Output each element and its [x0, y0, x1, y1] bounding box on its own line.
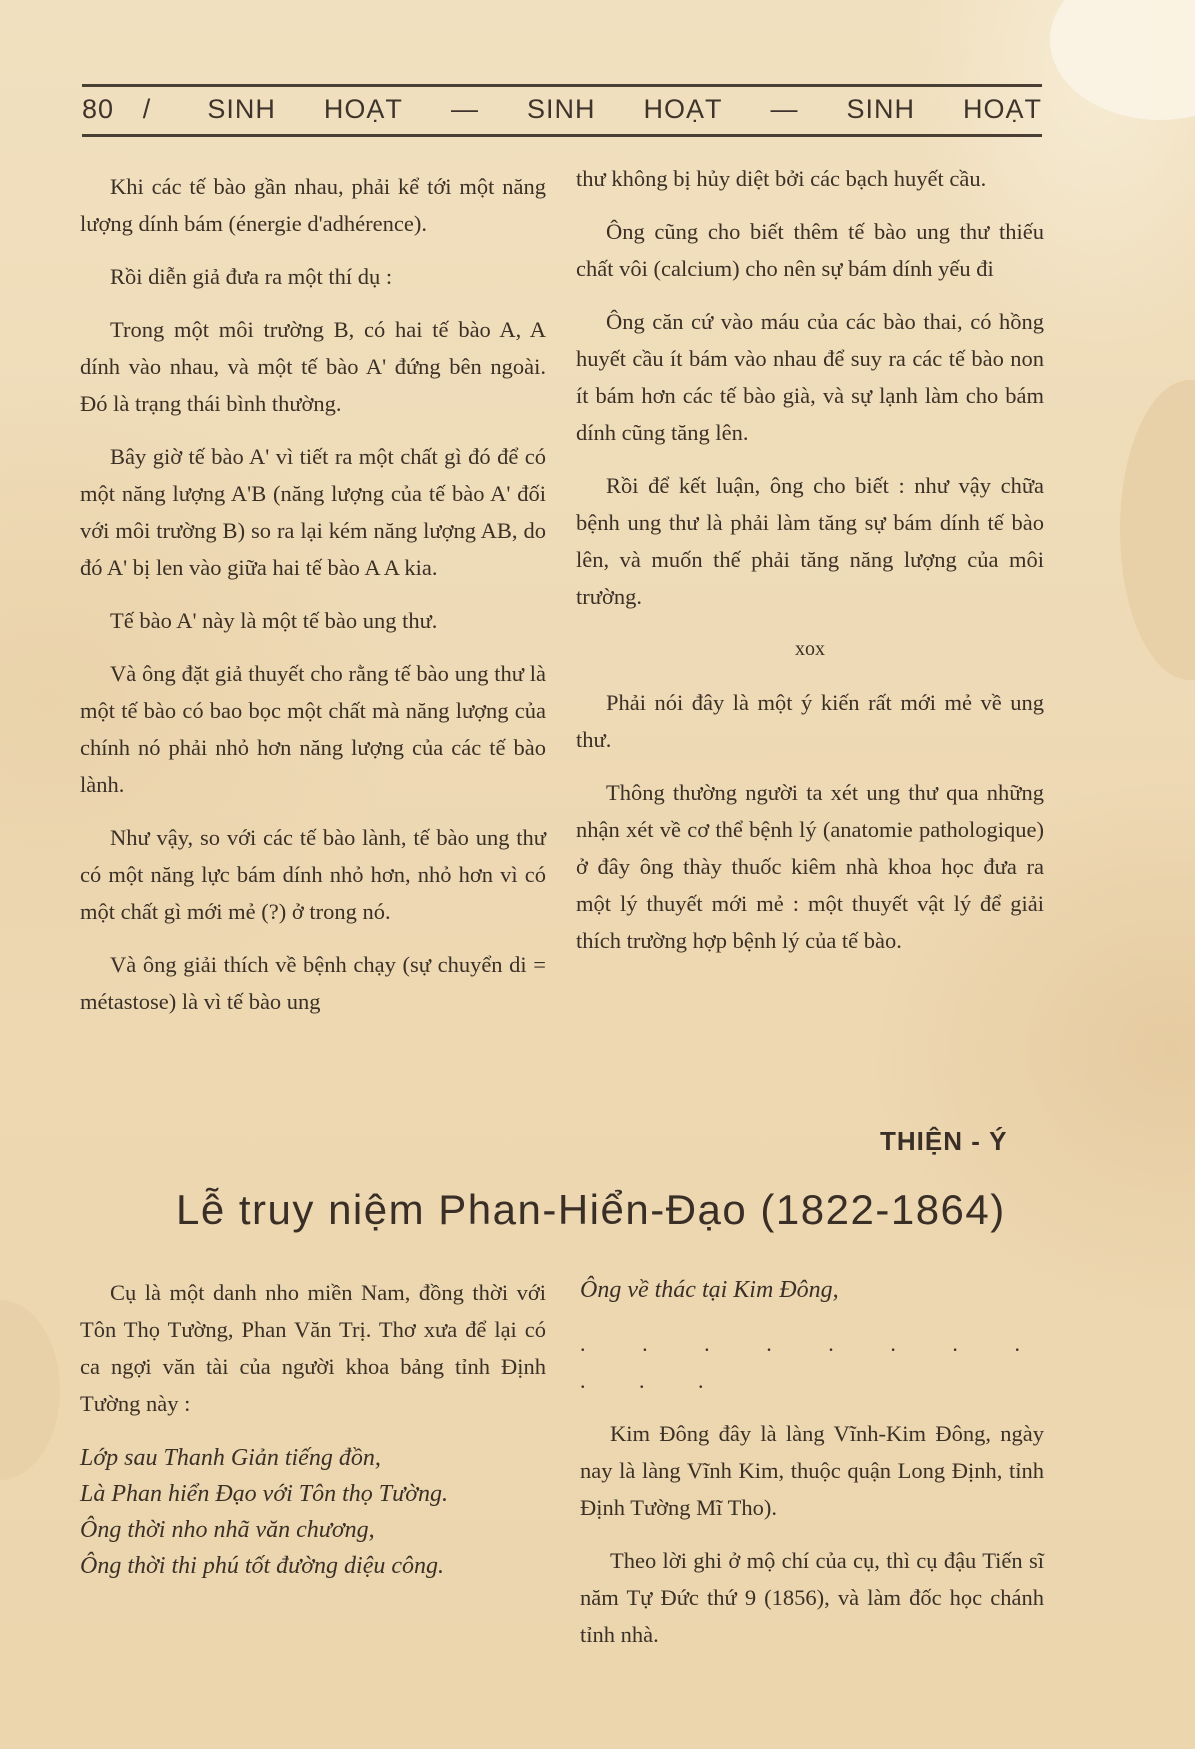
- header-word: HOẠT: [962, 94, 1042, 124]
- poem-line: Ông thời thi phú tốt đường diệu công.: [80, 1553, 445, 1579]
- paper-stain: [1120, 380, 1195, 680]
- poem-line: Ông về thác tại Kim Đông,: [580, 1277, 839, 1303]
- header-word: HOẠT: [643, 94, 723, 124]
- paragraph: Rồi để kết luận, ông cho biết : như vậy chữa bệnh ung thư là phải làm tăng sự bám dính tế bào lên, và muốn thế phải tăng năng lượng của môi trường.: [576, 473, 1044, 609]
- paragraph: Và ông đặt giả thuyết cho rằng tế bào ung thư là một tế bào có bao bọc một chất mà năng lượng của chính nó phải nhỏ hơn năng lượng của các tế bào lành.: [80, 661, 546, 797]
- header-rule-top: [82, 84, 1042, 87]
- paper-tear: [1050, 0, 1195, 120]
- header-word: —: [770, 94, 799, 124]
- poem-line: Là Phan hiển Đạo với Tôn thọ Tường.: [80, 1481, 449, 1507]
- header-word: SINH: [846, 94, 915, 124]
- poem-line: Lớp sau Thanh Giản tiếng đồn,: [80, 1445, 381, 1471]
- article1-left-column: [80, 168, 546, 1036]
- header-word: —: [450, 94, 479, 124]
- paragraph: Cụ là một danh nho miền Nam, đồng thời với Tôn Thọ Tường, Phan Văn Trị. Thơ xưa để lại có ca ngợi văn tài của người khoa bảng tỉnh Định Tường này :: [80, 1280, 546, 1416]
- paragraph: Ông căn cứ vào máu của các bào thai, có hồng huyết cầu ít bám vào nhau để suy ra các tế bào non ít bám hơn các tế bào già, và sự lạnh làm cho bám dính cũng tăng lên.: [576, 309, 1044, 445]
- article-author: THIỆN - Ý: [880, 1126, 1008, 1156]
- poem-line: Ông thời nho nhã văn chương,: [80, 1517, 375, 1543]
- article2-left-column: [80, 1274, 546, 1584]
- paragraph: Ông cũng cho biết thêm tế bào ung thư thiếu chất vôi (calcium) cho nên sự bám dính yếu đi: [576, 219, 1044, 281]
- page-number: 80: [82, 94, 115, 124]
- section-separator: xox: [795, 638, 825, 660]
- poem: [80, 1440, 546, 1584]
- running-header: [82, 80, 1042, 140]
- paragraph: Theo lời ghi ở mộ chí của cụ, thì cụ đậu Tiến sĩ năm Tự Đức thứ 9 (1856), và làm đốc học chánh tỉnh nhà.: [580, 1548, 1044, 1647]
- ellipsis-dots: . . . . . . . . . . .: [580, 1331, 1044, 1393]
- paragraph: Tế bào A' này là một tế bào ung thư.: [110, 608, 438, 633]
- article2-right-column: [580, 1272, 1044, 1669]
- paragraph: Rồi diễn giả đưa ra một thí dụ :: [110, 264, 393, 289]
- header-word: SINH: [207, 94, 276, 124]
- article-title: Lễ truy niệm Phan-Hiển-Đạo (1822-1864): [176, 1186, 1006, 1233]
- paragraph: Trong một môi trường B, có hai tế bào A, A dính vào nhau, và một tế bào A' đứng bên ngoài. Đó là trạng thái bình thường.: [80, 317, 546, 416]
- paragraph: Phải nói đây là một ý kiến rất mới mẻ về ung thư.: [576, 690, 1044, 752]
- paragraph: Bây giờ tế bào A' vì tiết ra một chất gì đó để có một năng lượng A'B (năng lượng của tế bào A' đối với môi trường B) so ra lại kém năng lượng AB, do đó A' bị len vào giữa hai tế bào A A kia.: [80, 444, 546, 580]
- paragraph: thư không bị hủy diệt bởi các bạch huyết cầu.: [576, 166, 987, 191]
- paragraph: Thông thường người ta xét ung thư qua những nhận xét về cơ thể bệnh lý (anatomie pathologique) ở đây ông thày thuốc kiêm nhà khoa học đưa ra một lý thuyết mới mẻ : một thuyết vật lý để giải thích trường hợp bệnh lý của tế bào.: [576, 780, 1044, 953]
- header-word: HOẠT: [323, 94, 403, 124]
- header-slash: /: [142, 94, 152, 124]
- header-rule-bottom: [82, 134, 1042, 137]
- paper-stain: [0, 1300, 60, 1480]
- article1-right-column: [576, 160, 1044, 975]
- paragraph: Như vậy, so với các tế bào lành, tế bào ung thư có một năng lực bám dính nhỏ hơn, nhỏ hơn vì có một chất gì mới mẻ (?) ở trong nó.: [80, 825, 546, 924]
- paragraph: Kim Đông đây là làng Vĩnh-Kim Đông, ngày nay là làng Vĩnh Kim, thuộc quận Long Định, tỉnh Định Tường Mĩ Tho).: [580, 1421, 1044, 1520]
- header-word: SINH: [526, 94, 596, 124]
- paragraph: Khi các tế bào gần nhau, phải kể tới một năng lượng dính bám (énergie d'adhérence).: [80, 174, 546, 236]
- paragraph: Và ông giải thích về bệnh chạy (sự chuyển di = métastose) là vì tế bào ung: [80, 952, 546, 1014]
